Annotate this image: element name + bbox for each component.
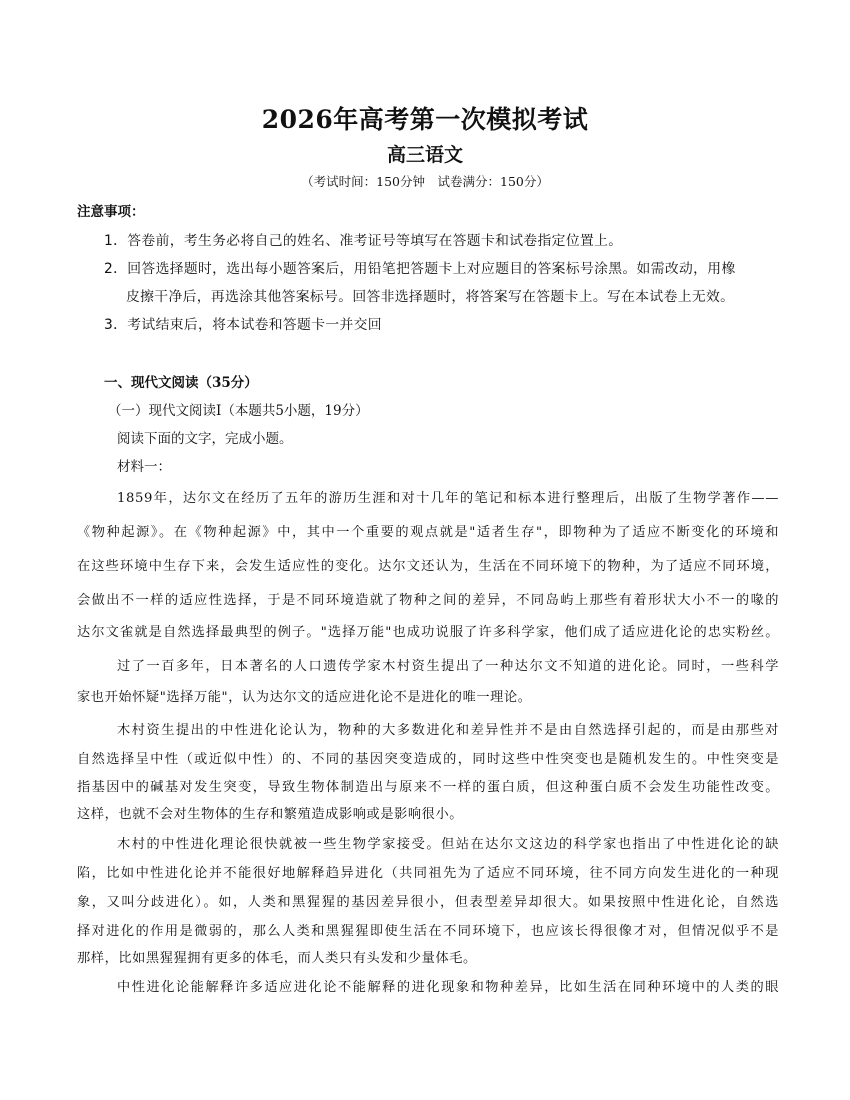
passage-line: 木村资生提出的中性进化论认为，物种的大多数进化和差异性并不是由自然选择引起的，而是由那些对 — [117, 723, 779, 738]
material-label: 材料一： — [117, 459, 171, 475]
passage-line: 达尔文雀就是自然选择最典型的例子。"选择万能"也成功说服了许多科学家，他们成了适应进化论的忠实粉丝。 — [77, 625, 779, 640]
passage-line: 1859年，达尔文在经历了五年的游历生涯和对十几年的笔记和标本进行整理后，出版了生物学著作—— — [117, 491, 779, 506]
passage-line: 会做出不一样的适应性选择，于是不同环境造就了物种之间的差异，不同岛屿上那些有着形状大小不一的喙的 — [77, 593, 779, 608]
exam-info: （考试时间：150分钟 试卷满分：150分） — [301, 174, 549, 189]
passage-line: 自然选择呈中性（或近似中性）的、不同的基因突变造成的，同时这些中性突变也是随机发生的。中性突变是 — [77, 752, 779, 767]
passage-line: 《物种起源》。在《物种起源》中，其中一个重要的观点就是"适者生存"，即物种为了适应不断变化的环境和 — [77, 525, 779, 540]
note-item-2: 2．回答选择题时，选出每小题答案后，用铅笔把答题卡上对应题目的答案标号涂黑。如需改动，用橡 — [104, 261, 736, 277]
passage-line: 这样，也就不会对生物体的生存和繁殖造成影响或是影响很小。 — [77, 807, 464, 822]
note-item-2-continued: 皮擦干净后，再选涂其他答案标号。回答非选择题时，将答案写在答题卡上。写在本试卷上无效。 — [126, 289, 735, 305]
notes-heading: 注意事项： — [77, 204, 145, 220]
passage-line: 家也开始怀疑"选择万能"，认为达尔文的适应进化论不是进化的唯一理论。 — [77, 690, 532, 705]
note-item-1: 1．答卷前，考生务必将自己的姓名、准考证号等填写在答题卡和试卷指定位置上。 — [104, 233, 623, 249]
passage-line: 木村的中性进化理论很快就被一些生物学家接受。但站在达尔文这边的科学家也指出了中性进化论的缺 — [117, 837, 779, 852]
passage-line: 过了一百多年，日本著名的人口遗传学家木村资生提出了一种达尔文不知道的进化论。同时，一些科学 — [117, 659, 779, 674]
passage-line: 在这些环境中生存下来，会发生适应性的变化。达尔文还认为，生活在不同环境下的物种，为了适应不同环境， — [77, 559, 779, 574]
subsection-heading: （一）现代文阅读Ⅰ（本题共5小题，19分） — [108, 403, 369, 419]
reading-instruction: 阅读下面的文字，完成小题。 — [117, 431, 293, 447]
note-item-3: 3．考试结束后，将本试卷和答题卡一并交回 — [104, 317, 382, 333]
passage-line: 中性进化论能解释许多适应进化论不能解释的进化现象和物种差异，比如生活在同种环境中的人类的眼 — [117, 980, 779, 995]
passage-line: 指基因中的碱基对发生突变，导致生物体制造出与原来不一样的蛋白质，但这种蛋白质不会发生功能性改变。 — [77, 780, 779, 795]
passage-line: 象，又叫分歧进化）。如，人类和黑猩猩的基因差异很小，但表型差异却很大。如果按照中性进化论，自然选 — [77, 895, 779, 910]
exam-subject: 高三语文 — [386, 144, 463, 166]
passage-line: 那样，比如黑猩猩拥有更多的体毛，而人类只有头发和少量体毛。 — [77, 951, 477, 966]
passage-line: 择对进化的作用是微弱的，那么人类和黑猩猩即使生活在不同环境下，也应该长得很像才对，但情况似乎不是 — [77, 924, 779, 939]
exam-title: 2026年高考第一次模拟考试 — [261, 105, 589, 134]
passage-line: 陷，比如中性进化论并不能很好地解释趋异进化（共同祖先为了适应不同环境，往不同方向发生进化的一种现 — [77, 866, 779, 881]
section-heading: 一、现代文阅读（35分） — [104, 375, 258, 391]
